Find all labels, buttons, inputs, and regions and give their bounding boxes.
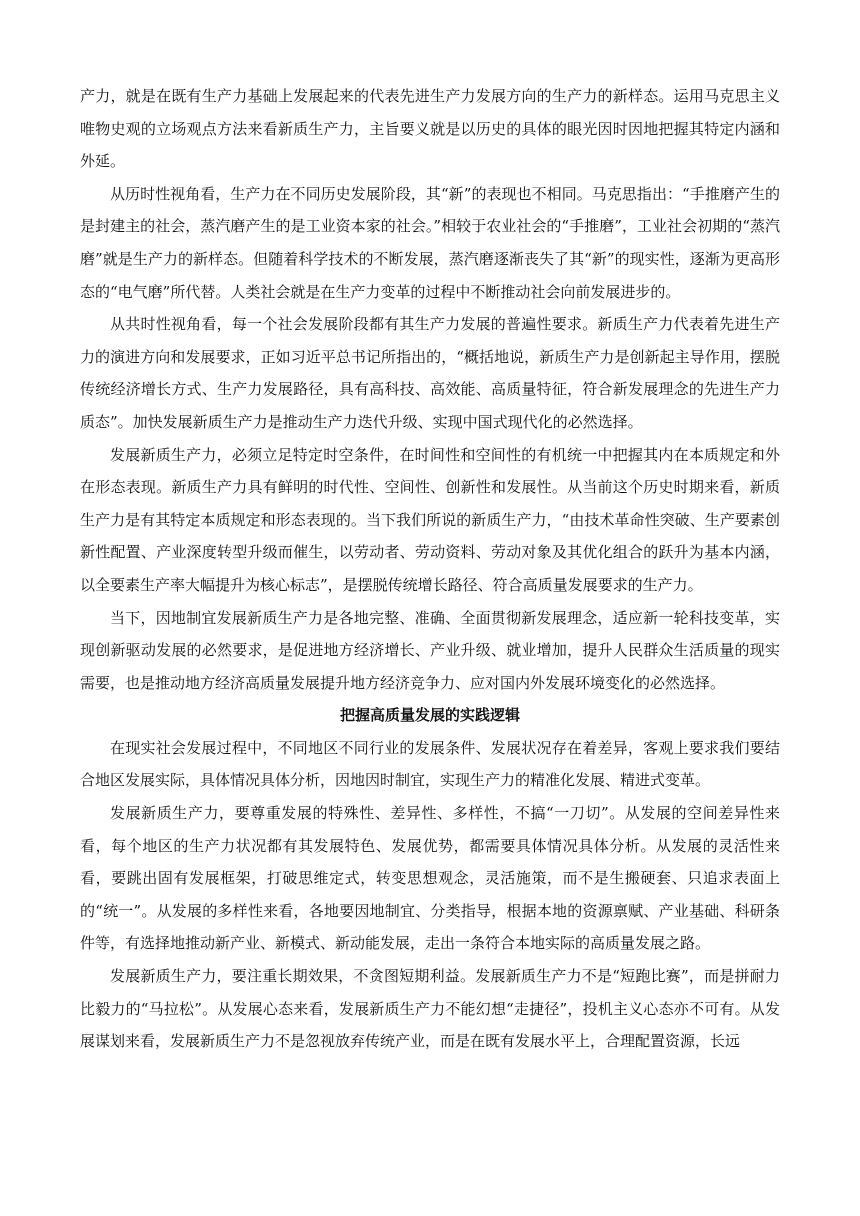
paragraph-8: 发展新质生产力，要注重长期效果，不贪图短期利益。发展新质生产力不是“短跑比赛”，而是拼耐力比毅力的“马拉松”。从发展心态来看，发展新质生产力不能幻想“走捷径”，投机主义心态亦不可有。从发展谋划来看，发展新质生产力不是忽视放弃传统产业，而是在既有发展水平上，合理配置资源，长远: [80, 967, 780, 1051]
paragraph-7: 发展新质生产力，要尊重发展的特殊性、差异性、多样性，不搞“一刀切”。从发展的空间差异性来看，每个地区的生产力状况都有其发展特色、发展优势，都需要具体情况具体分析。从发展的灵活性来看，要跳出固有发展框架，打破思维定式，转变思想观念，灵活施策，而不是生搬硬套、只追求表面上的“统一”。从发展的多样性来看，各地要因地制宜、分类指导，根据本地的资源禀赋、产业基础、科研条件等，有选择地推动新产业、新模式、新动能发展，走出一条符合本地实际的高质量发展之路。: [80, 804, 780, 953]
paragraph-1: 产力，就是在既有生产力基础上发展起来的代表先进生产力发展方向的生产力的新样态。运用马克思主义唯物史观的立场观点方法来看新质生产力，主旨要义就是以历史的具体的眼光因时因地把握其特定内涵和外延。: [80, 87, 780, 171]
paragraph-2: 从历时性视角看，生产力在不同历史发展阶段，其“新”的表现也不相同。马克思指出：“手推磨产生的是封建主的社会，蒸汽磨产生的是工业资本家的社会。”相较于农业社会的“手推磨”，工业社会初期的“蒸汽磨”就是生产力的新样态。但随着科学技术的不断发展，蒸汽磨逐渐丧失了其“新”的现实性，逐渐为更高形态的“电气磨”所代替。人类社会就是在生产力变革的过程中不断推动社会向前发展进步的。: [80, 184, 780, 301]
paragraph-3: 从共时性视角看，每一个社会发展阶段都有其生产力发展的普遍性要求。新质生产力代表着先进生产力的演进方向和发展要求，正如习近平总书记所指出的，“概括地说，新质生产力是创新起主导作用，摆脱传统经济增长方式、生产力发展路径，具有高科技、高效能、高质量特征，符合新发展理念的先进生产力质态”。加快发展新质生产力是推动生产力迭代升级、实现中国式现代化的必然选择。: [80, 315, 780, 431]
paragraph-4: 发展新质生产力，必须立足特定时空条件，在时间性和空间性的有机统一中把握其内在本质规定和外在形态表现。新质生产力具有鲜明的时代性、空间性、创新性和发展性。从当前这个历史时期来看，新质生产力是有其特定本质规定和形态表现的。当下我们所说的新质生产力，“由技术革命性突破、生产要素创新性配置、产业深度转型升级而催生，以劳动者、劳动资料、劳动对象及其优化组合的跃升为基本内涵，以全要素生产率大幅提升为核心标志”，是摆脱传统增长路径、符合高质量发展要求的生产力。: [80, 445, 780, 594]
paragraph-5: 当下，因地制宜发展新质生产力是各地完整、准确、全面贯彻新发展理念，适应新一轮科技变革，实现创新驱动发展的必然要求，是促进地方经济增长、产业升级、就业增加，提升人民群众生活质量的现实需要，也是推动地方经济高质量发展提升地方经济竞争力、应对国内外发展环境变化的必然选择。: [80, 608, 780, 692]
document-body: [80, 80, 780, 1058]
section-heading: 把握高质量发展的实践逻辑: [339, 706, 520, 725]
paragraph-6: 在现实社会发展过程中，不同地区不同行业的发展条件、发展状况存在着差异，客观上要求我们要结合地区发展实际，具体情况具体分析，因地因时制宜，实现生产力的精准化发展、精进式变革。: [80, 738, 780, 790]
